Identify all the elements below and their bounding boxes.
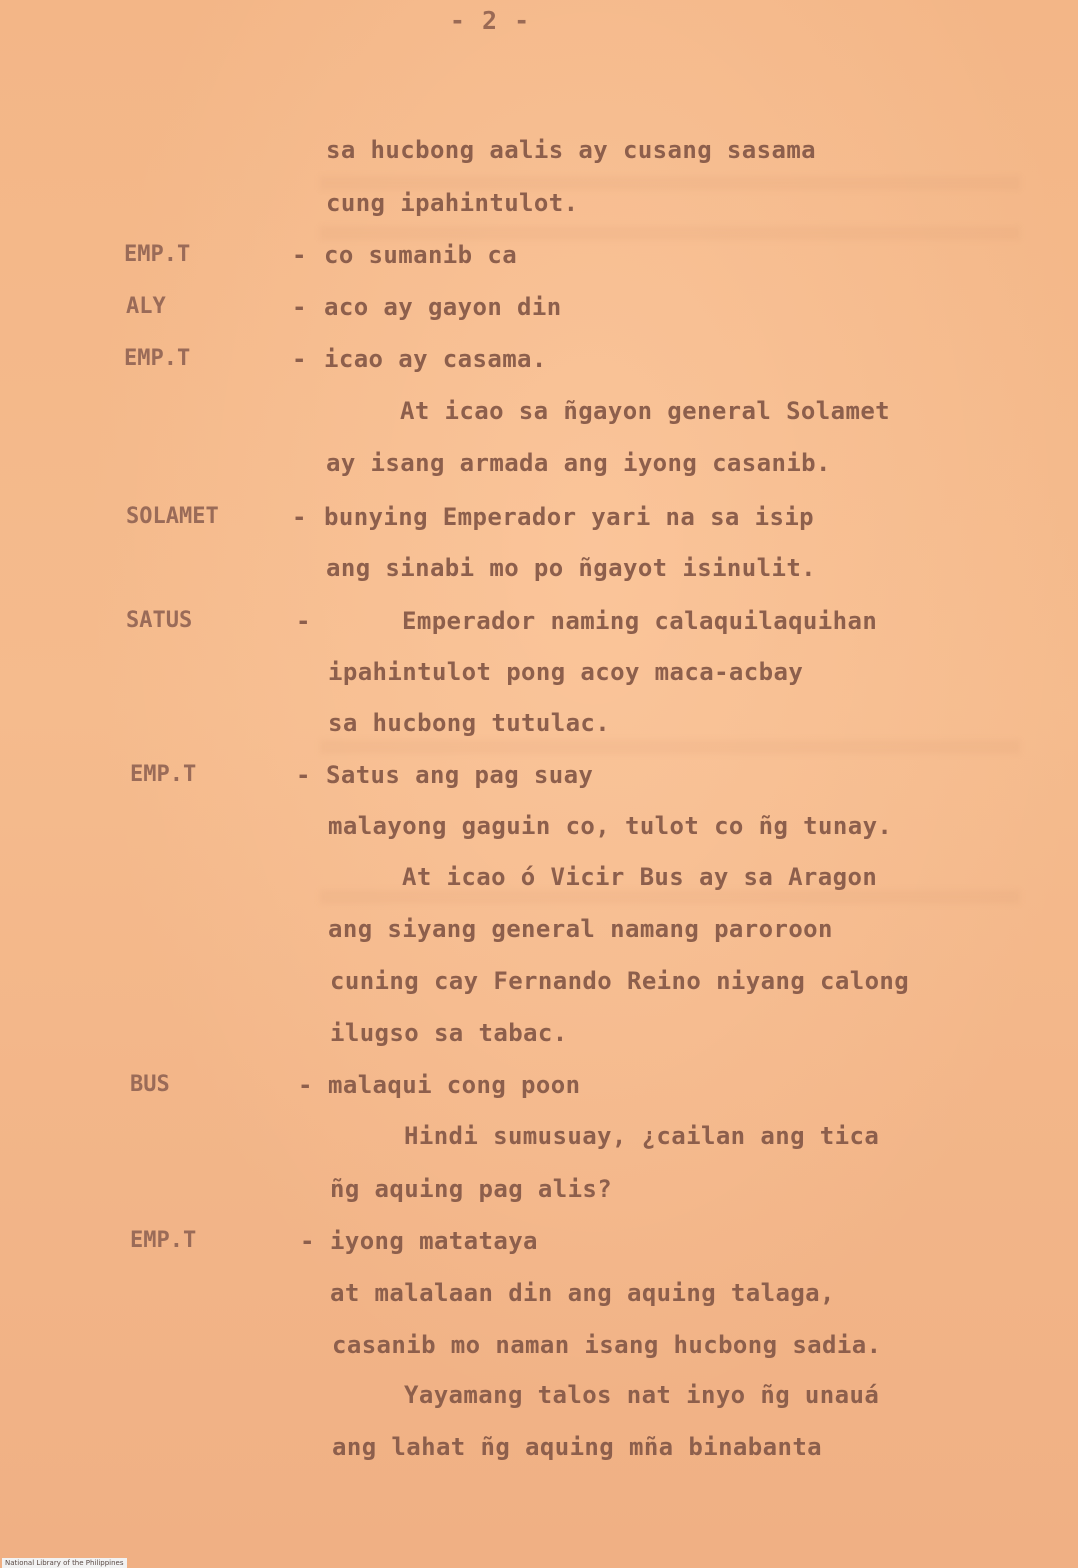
speaker-label: SOLAMET bbox=[126, 504, 219, 529]
dialogue-dash: - bbox=[300, 1227, 315, 1255]
speaker-label: EMP.T bbox=[124, 242, 191, 267]
script-line: Satus ang pag suay bbox=[326, 761, 594, 789]
script-line: Hindi sumusuay, ¿cailan ang tica bbox=[404, 1122, 880, 1150]
speaker-label: ALY bbox=[126, 294, 166, 319]
dialogue-dash: - bbox=[292, 293, 307, 321]
script-line: aco ay gayon din bbox=[324, 293, 562, 321]
speaker-label: EMP.T bbox=[130, 762, 197, 787]
script-line: ilugso sa tabac. bbox=[330, 1019, 568, 1047]
script-line: bunying Emperador yari na sa isip bbox=[324, 503, 815, 531]
script-line: casanib mo naman isang hucbong sadia. bbox=[332, 1331, 882, 1359]
script-line: cuning cay Fernando Reino niyang calong bbox=[330, 967, 910, 995]
bleed-through-mark bbox=[320, 226, 1020, 240]
script-line: ang sinabi mo po ñgayot isinulit. bbox=[326, 554, 817, 582]
script-line: ipahintulot pong acoy maca-acbay bbox=[328, 658, 804, 686]
dialogue-dash: - bbox=[292, 503, 307, 531]
script-line: ang siyang general namang paroroon bbox=[328, 915, 833, 943]
script-line: co sumanib ca bbox=[324, 241, 518, 269]
script-line: ñg aquing pag alis? bbox=[330, 1175, 613, 1203]
script-line: At icao sa ñgayon general Solamet bbox=[400, 397, 891, 425]
script-line: icao ay casama. bbox=[324, 345, 547, 373]
dialogue-dash: - bbox=[292, 345, 307, 373]
speaker-label: EMP.T bbox=[130, 1228, 197, 1253]
library-footer: National Library of the Philippines bbox=[2, 1558, 127, 1568]
script-line: malaqui cong poon bbox=[328, 1071, 581, 1099]
dialogue-dash: - bbox=[296, 607, 311, 635]
script-line: ang lahat ñg aquing mña binabanta bbox=[332, 1433, 823, 1461]
dialogue-dash: - bbox=[298, 1071, 313, 1099]
script-line: ay isang armada ang iyong casanib. bbox=[326, 449, 831, 477]
dialogue-dash: - bbox=[296, 761, 311, 789]
script-line: Emperador naming calaquilaquihan bbox=[402, 607, 878, 635]
bleed-through-mark bbox=[320, 740, 1020, 754]
dialogue-dash: - bbox=[292, 241, 307, 269]
script-line: malayong gaguin co, tulot co ñg tunay. bbox=[328, 812, 893, 840]
speaker-label: BUS bbox=[130, 1072, 170, 1097]
script-line: cung ipahintulot. bbox=[326, 189, 579, 217]
speaker-label: EMP.T bbox=[124, 346, 191, 371]
script-line: At icao ó Vicir Bus ay sa Aragon bbox=[402, 863, 878, 891]
script-line: iyong matataya bbox=[330, 1227, 538, 1255]
bleed-through-mark bbox=[320, 890, 1020, 904]
script-line: at malalaan din ang aquing talaga, bbox=[330, 1279, 835, 1307]
script-line: sa hucbong tutulac. bbox=[328, 709, 611, 737]
speaker-label: SATUS bbox=[126, 608, 193, 633]
script-line: Yayamang talos nat inyo ñg unauá bbox=[404, 1381, 880, 1409]
page-number: - 2 - bbox=[449, 6, 531, 35]
script-line: sa hucbong aalis ay cusang sasama bbox=[326, 136, 817, 164]
